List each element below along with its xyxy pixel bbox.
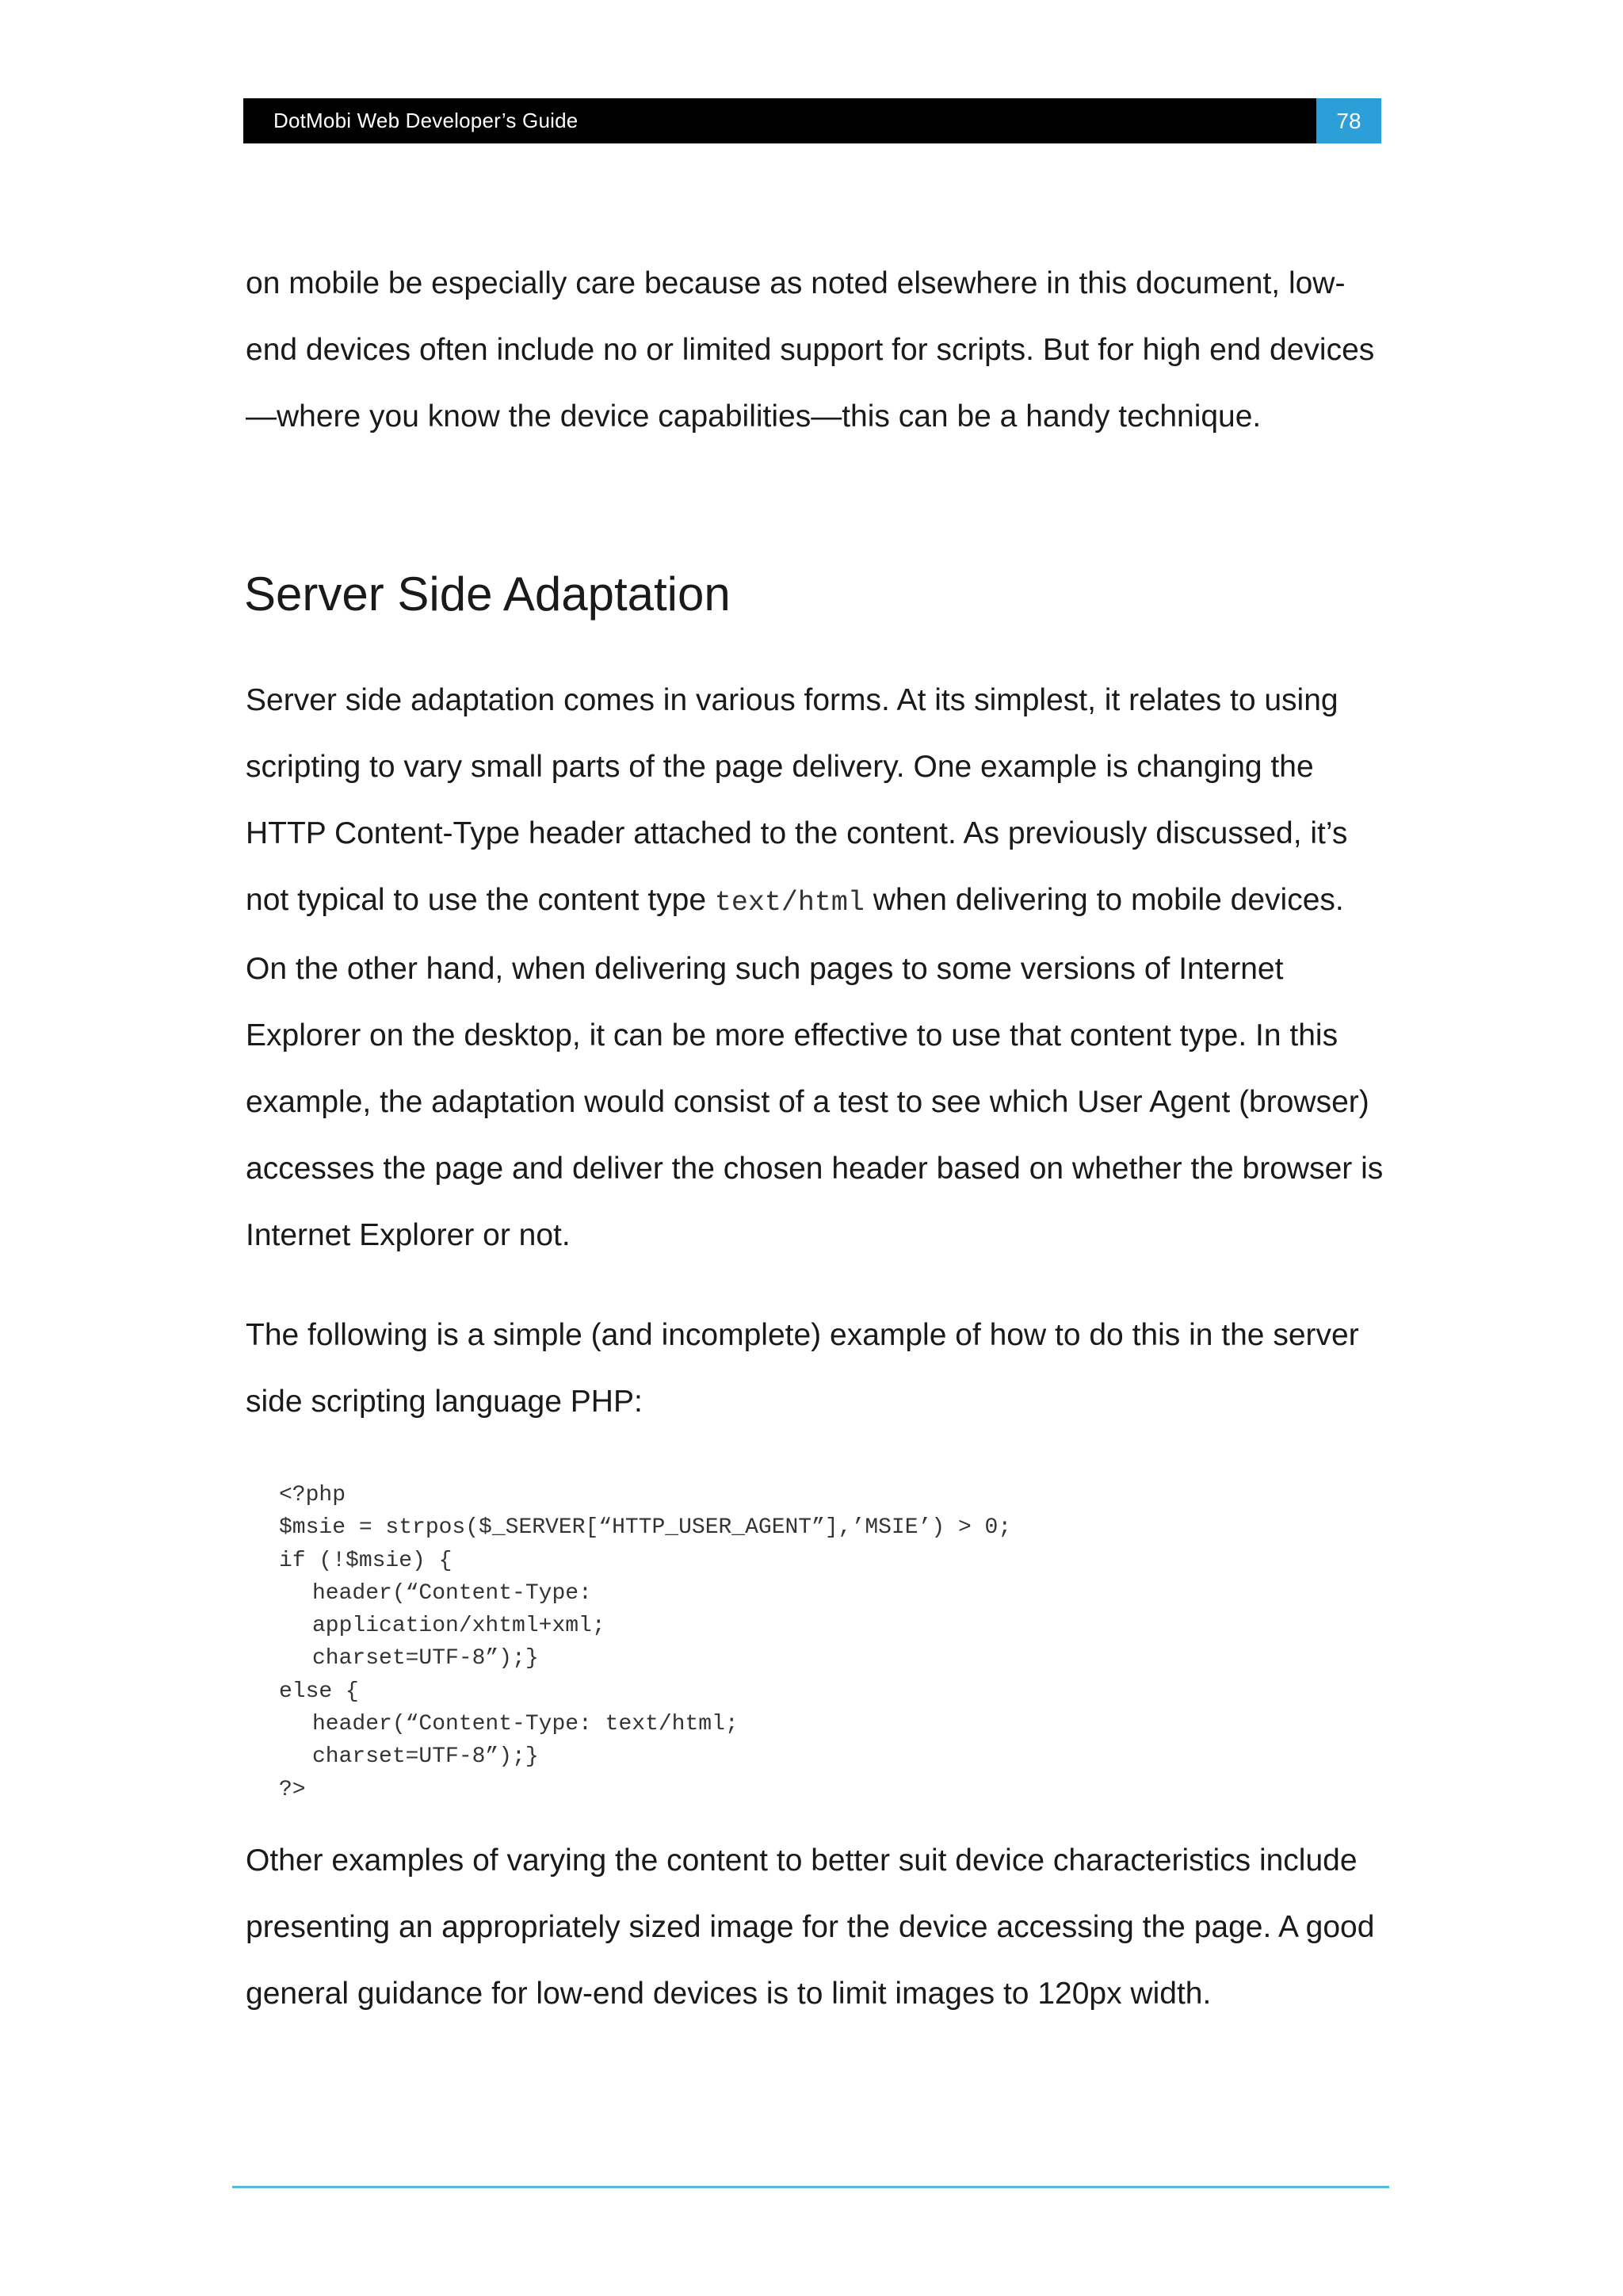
adaptation-paragraph-text-start: Server side adaptation comes in various forms. At its simplest, it relates to using scripting to vary small parts of the page delivery. One example is changing the HTTP Content-Type header attached to the content. As previously discussed, it’s not typical to use the content type xyxy=(246,683,1348,917)
code-line: <?php xyxy=(279,1483,346,1507)
php-example-intro-paragraph: The following is a simple (and incomplete) example of how to do this in the server side scripting language PHP: xyxy=(246,1318,1359,1419)
adaptation-paragraph-text-end: when delivering to mobile devices. On the other hand, when delivering such pages to some versions of Internet Explorer on the desktop, it can be more effective to use that content type. In this example, the adaptation would consist of a test to see which User Agent (browser) accesses the page and deliver the chosen header based on whether the browser is Internet Explorer or not. xyxy=(246,883,1384,1252)
footer-rule xyxy=(232,2186,1389,2188)
code-line: charset=UTF-8”);} xyxy=(312,1744,539,1770)
intro-paragraph: on mobile be especially care because as noted elsewhere in this document, low-end devices often include no or limited support for scripts. But for high end devices—where you know the device capabilities—this can be a handy technique. xyxy=(246,266,1375,434)
code-line: application/xhtml+xml; xyxy=(312,1614,605,1639)
code-line: ?> xyxy=(279,1777,306,1802)
section-heading: Server Side Adaptation xyxy=(244,567,731,621)
running-header xyxy=(243,98,1381,143)
image-sizing-paragraph: Other examples of varying the content to better suit device characteristics include presenting an appropriately sized image for the device accessing the page. A good general guidance for low-end devices is to limit images to 120px width. xyxy=(246,1843,1375,2011)
adaptation-paragraph xyxy=(246,667,1387,1269)
running-header-title: DotMobi Web Developer’s Guide xyxy=(273,109,579,132)
code-line: else { xyxy=(279,1679,359,1704)
code-line: header(“Content-Type: xyxy=(312,1580,592,1606)
code-line: $msie = strpos($_SERVER[“HTTP_USER_AGENT”],’MSIE’) > 0; xyxy=(279,1515,1012,1541)
code-line: header(“Content-Type: text/html; xyxy=(312,1712,739,1737)
code-line: if (!$msie) { xyxy=(279,1548,453,1573)
code-line: charset=UTF-8”);} xyxy=(312,1646,539,1671)
php-code-block xyxy=(279,1479,1011,1806)
page-number-badge: 78 xyxy=(1316,98,1381,143)
inline-code-content-type: text/html xyxy=(714,887,865,919)
